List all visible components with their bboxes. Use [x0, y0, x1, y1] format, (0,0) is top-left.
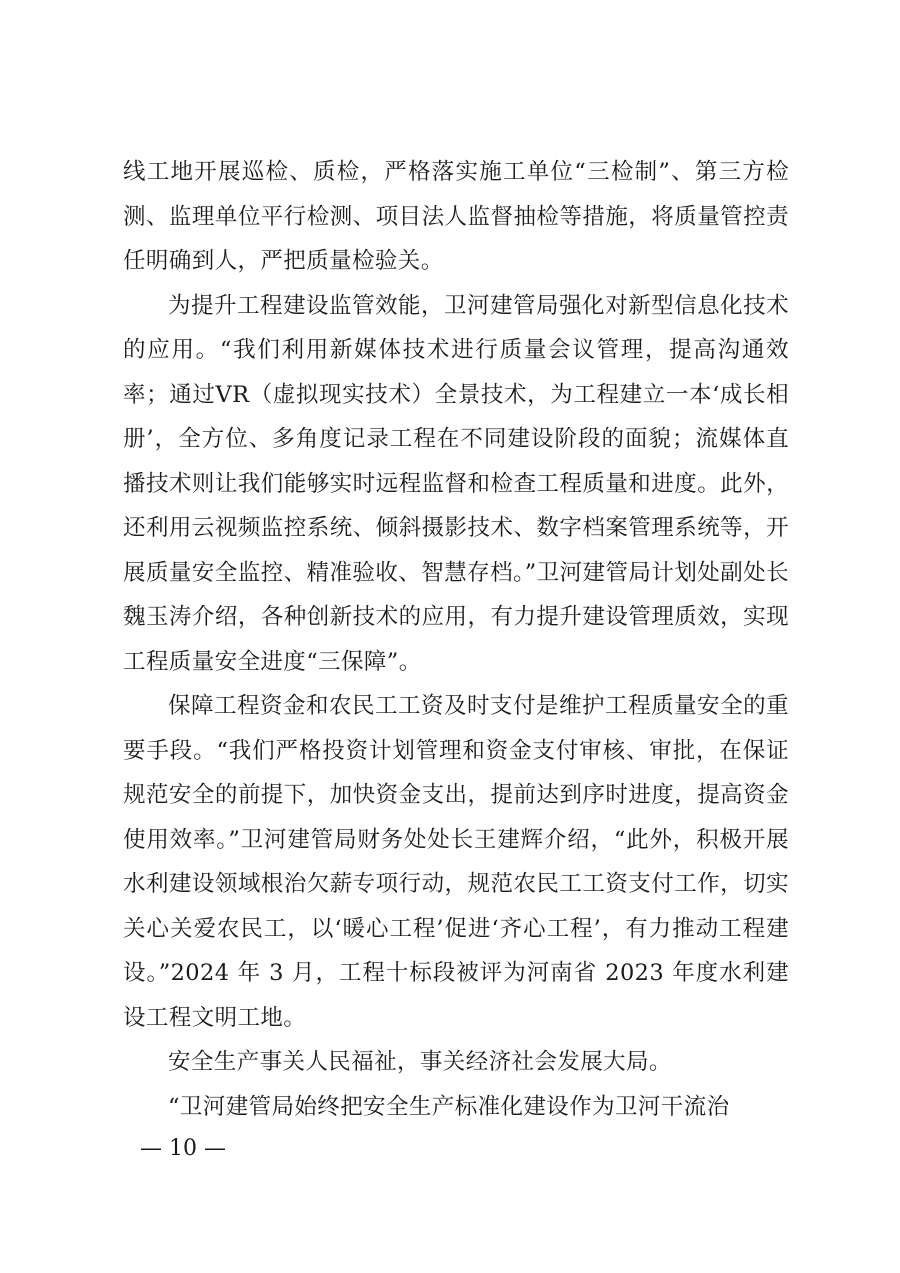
paragraph-funds: 保障工程资金和农民工工资及时支付是维护工程质量安全的重要手段。“我们严格投资计划管理和资金支付审核、审批，在保证规范安全的前提下，加快资金支出，提前达到序时进度，提高资金使用效率。”卫河建管局财务处处长王建辉介绍，“此外，积极开展水利建设领域根治欠薪专项行动，规范农民工工资支付工作，切实关心关爱农民工，以‘暖心工程’促进‘齐心工程’，有力推动工程建设。”2024 年 3 月，工程十标段被评为河南省 2023 年度水利建设工程文明工地。: [123, 693, 789, 1031]
paragraph-standardization: “卫河建管局始终把安全生产标准化建设作为卫河干流治: [168, 1093, 730, 1120]
paragraph-safety: 安全生产事关人民福祉，事关经济社会发展大局。: [168, 1049, 672, 1075]
body-text: [123, 150, 789, 1129]
page-number: — 10 —: [140, 1136, 226, 1161]
paragraph-continued: 线工地开展巡检、质检，严格落实施工单位“三检制”、第三方检测、监理单位平行检测、项目法人监督抽检等措施，将质量管控责任明确到人，严把质量检验关。: [123, 159, 789, 274]
paragraph-tech: 为提升工程建设监管效能，卫河建管局强化对新型信息化技术的应用。“我们利用新媒体技术进行质量会议管理，提高沟通效率；通过VR（虚拟现实技术）全景技术，为工程建立一本‘成长相册’，全方位、多角度记录工程在不同建设阶段的面貌；流媒体直播技术则让我们能够实时远程监督和检查工程质量和进度。此外，还利用云视频监控系统、倾斜摄影技术、数字档案管理系统等，开展质量安全监控、精准验收、智慧存档。”卫河建管局计划处副处长魏玉涛介绍，各种创新技术的应用，有力提升建设管理质效，实现工程质量安全进度“三保障”。: [123, 292, 789, 675]
